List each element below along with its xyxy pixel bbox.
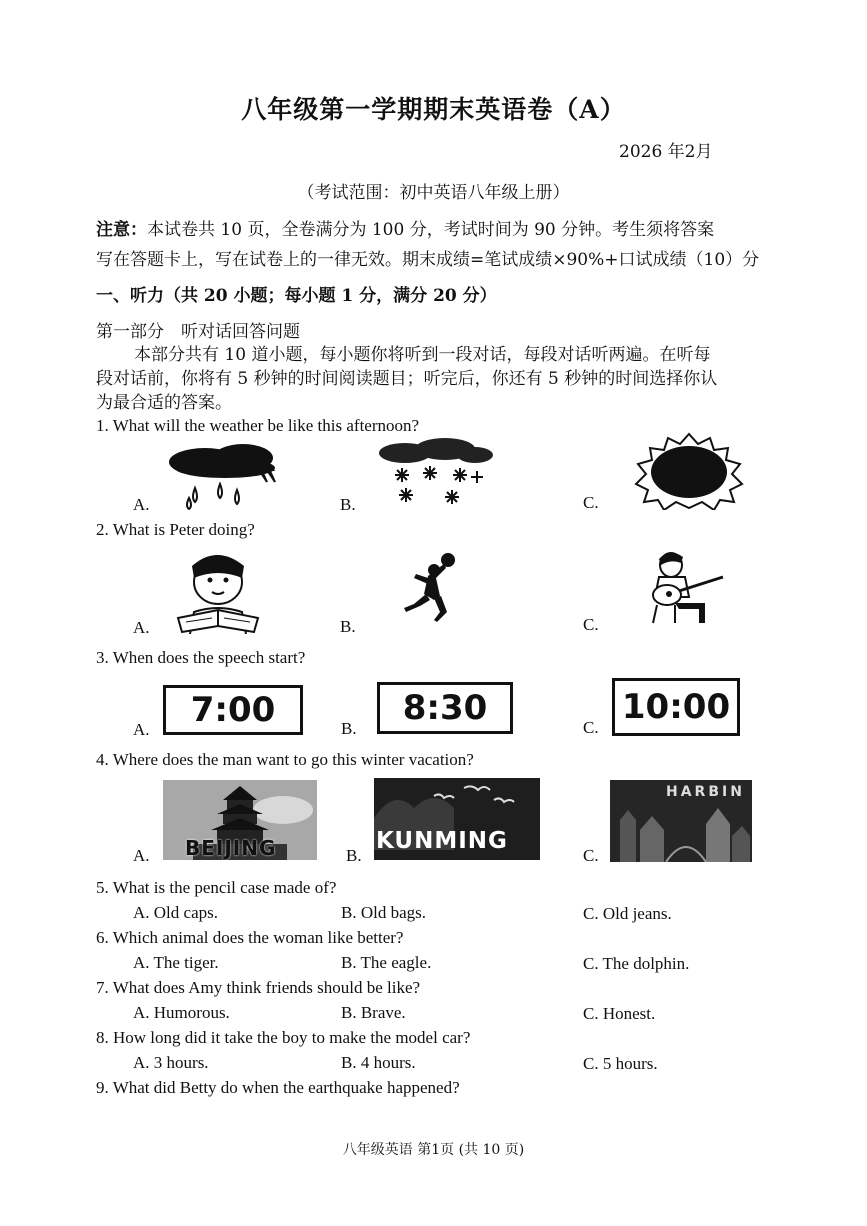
q2-option-c: C. (583, 615, 599, 634)
q7-option-b: B. Brave. (341, 1003, 406, 1022)
exam-date: 2026 年2月 (619, 142, 713, 162)
photo-label-harbin: HARBIN (666, 784, 745, 800)
intro-line-2: 段对话前，你将有 5 秒钟的时间阅读题目；听完后，你还有 5 秒钟的时间选择你认 (96, 369, 718, 389)
notice-line-2: 写在答题卡上，写在试卷上的一律无效。期末成绩=笔试成绩×90%+口试成绩（10）分 (96, 250, 760, 270)
question-7: 7. What does Amy think friends should be like? (96, 978, 421, 997)
kunming-photo (374, 778, 540, 860)
section-heading: 一、听力（共 20 小题；每小题 1 分，满分 20 分） (96, 286, 497, 306)
q7-option-c: C. Honest. (583, 1004, 656, 1023)
sun-icon (628, 432, 750, 510)
intro-line-3: 为最合适的答案。 (96, 393, 232, 413)
q7-option-a: A. Humorous. (133, 1003, 230, 1022)
photo-label-kunming: KUNMING (376, 828, 508, 854)
q5-option-b: B. Old bags. (341, 903, 426, 922)
rain-cloud-icon (165, 440, 295, 510)
clock-display-a: 7:00 (163, 685, 303, 735)
photo-label-beijing: BEIJING (185, 836, 277, 860)
q4-option-a: A. (133, 846, 150, 865)
page-title: 八年级第一学期期末英语卷（A） (241, 95, 626, 124)
clock-display-b: 8:30 (377, 682, 513, 734)
beijing-photo (163, 780, 317, 860)
question-5: 5. What is the pencil case made of? (96, 878, 337, 897)
clock-display-c: 10:00 (612, 678, 740, 736)
q3-option-a: A. (133, 720, 150, 739)
question-1: 1. What will the weather be like this afternoon? (96, 416, 420, 435)
snow-cloud-icon (375, 437, 495, 509)
q5-option-c: C. Old jeans. (583, 904, 672, 923)
q1-option-a: A. (133, 495, 150, 514)
intro-line-1: 本部分共有 10 道小题，每小题你将听到一段对话，每段对话听两遍。在听每 (134, 345, 711, 365)
question-4: 4. Where does the man want to go this winter vacation? (96, 750, 474, 769)
q8-option-c: C. 5 hours. (583, 1054, 658, 1073)
question-8: 8. How long did it take the boy to make the model car? (96, 1028, 471, 1047)
q1-option-b: B. (340, 495, 356, 514)
question-2: 2. What is Peter doing? (96, 520, 255, 539)
harbin-photo (610, 780, 752, 862)
q4-option-c: C. (583, 846, 599, 865)
guitar-player-icon (645, 547, 727, 625)
q3-option-c: C. (583, 718, 599, 737)
question-6: 6. Which animal does the woman like better? (96, 928, 404, 947)
page-footer: 八年级英语 第1页 (共 10 页) (342, 1142, 525, 1158)
notice-label: 注意： (96, 220, 147, 240)
q8-option-b: B. 4 hours. (341, 1053, 416, 1072)
q6-option-a: A. The tiger. (133, 953, 219, 972)
q2-option-a: A. (133, 618, 150, 637)
part-heading: 第一部分 听对话回答问题 (96, 322, 300, 342)
question-9: 9. What did Betty do when the earthquake happened? (96, 1078, 460, 1097)
q5-option-a: A. Old caps. (133, 903, 218, 922)
q6-option-c: C. The dolphin. (583, 954, 690, 973)
q1-option-c: C. (583, 493, 599, 512)
q6-option-b: B. The eagle. (341, 953, 432, 972)
exam-scope: （考试范围：初中英语八年级上册） (297, 183, 570, 203)
notice-line-1 (96, 215, 816, 245)
q2-option-b: B. (340, 617, 356, 636)
basketball-player-icon (398, 552, 468, 624)
q4-option-b: B. (346, 846, 362, 865)
question-3: 3. When does the speech start? (96, 648, 306, 667)
notice-text-1: 本试卷共 10 页，全卷满分为 100 分，考试时间为 90 分钟。考生须将答案 (147, 220, 715, 240)
q8-option-a: A. 3 hours. (133, 1053, 209, 1072)
boy-reading-icon (170, 548, 265, 634)
q3-option-b: B. (341, 719, 357, 738)
